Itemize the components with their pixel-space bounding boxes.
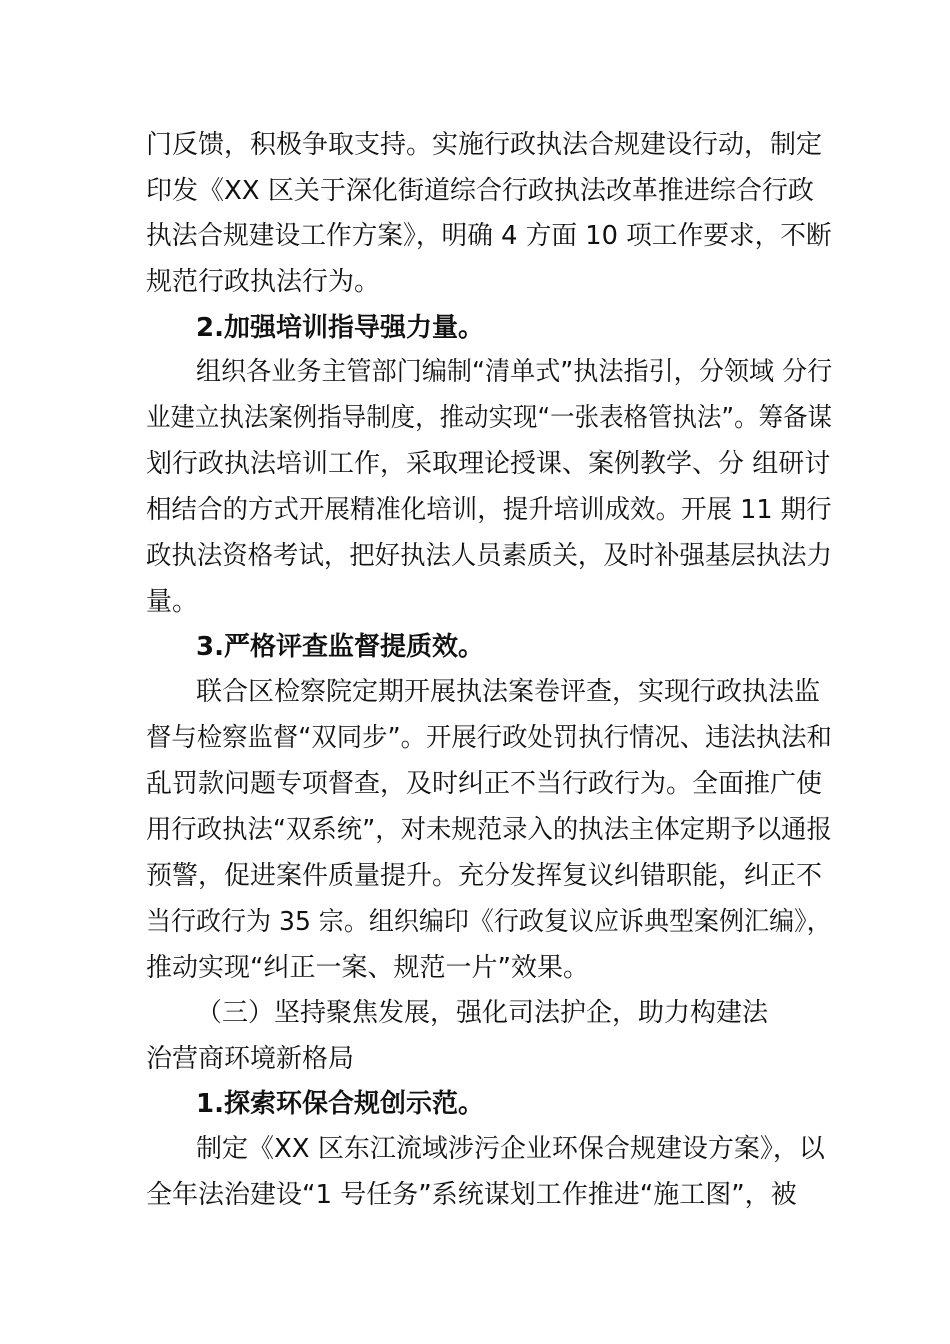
text-line: 政执法资格考试，把好执法人员素质关，及时补强基层执法力 (146, 541, 833, 571)
text-line: 用行政执法“双系统”，对未规范录入的执法主体定期予以通报 (146, 815, 832, 845)
text-line: 组织各业务主管部门编制“清单式”执法指引，分领域 分行 (196, 357, 833, 387)
section-heading: 3.严格评查监督提质效。 (196, 632, 484, 662)
text-line: 相结合的方式开展精准化培训，提升培训成效。开展 11 期行 (146, 495, 832, 525)
text-line: 联合区检察院定期开展执法案卷评查，实现行政执法监 (196, 677, 821, 707)
subsection-heading-continued: 治营商环境新格局 (146, 1044, 355, 1074)
text-line: 划行政执法培训工作，采取理论授课、案例教学、分 组研讨 (146, 449, 831, 479)
text-line: 规范行政执法行为。 (146, 267, 381, 297)
text-line: 量。 (146, 587, 199, 617)
text-line: 推动实现“纠正一案、规范一片”效果。 (146, 953, 589, 983)
text-line: 全年法治建设“1 号任务”系统谋划工作推进“施工图”，被 (146, 1180, 797, 1210)
section-heading: 2.加强培训指导强力量。 (196, 313, 484, 343)
text-line: 制定《XX 区东江流域涉污企业环保合规建设方案》，以 (196, 1134, 825, 1164)
text-line: 预警，促进案件质量提升。充分发挥复议纠错职能，纠正不 (146, 861, 823, 891)
text-line: 当行政行为 35 宗。组织编印《行政复议应诉典型案例汇编》， (146, 907, 832, 937)
text-line: 督与检察监督“双同步”。开展行政处罚执行情况、违法执法和 (146, 723, 832, 753)
text-line: 业建立执法案例指导制度，推动实现“一张表格管执法”。筹备谋 (146, 403, 832, 433)
text-line: 印发《XX 区关于深化街道综合行政执法改革推进综合行政 (146, 176, 814, 206)
text-line: 乱罚款问题专项督查，及时纠正不当行政行为。全面推广使 (146, 769, 823, 799)
section-heading: 1.探索环保合规创示范。 (196, 1089, 484, 1119)
text-line: 执法合规建设工作方案》，明确 4 方面 10 项工作要求，不断 (146, 221, 832, 251)
subsection-heading: （三）坚持聚焦发展，强化司法护企，助力构建法 (196, 998, 769, 1028)
text-line: 门反馈，积极争取支持。实施行政执法合规建设行动，制定 (146, 130, 823, 160)
